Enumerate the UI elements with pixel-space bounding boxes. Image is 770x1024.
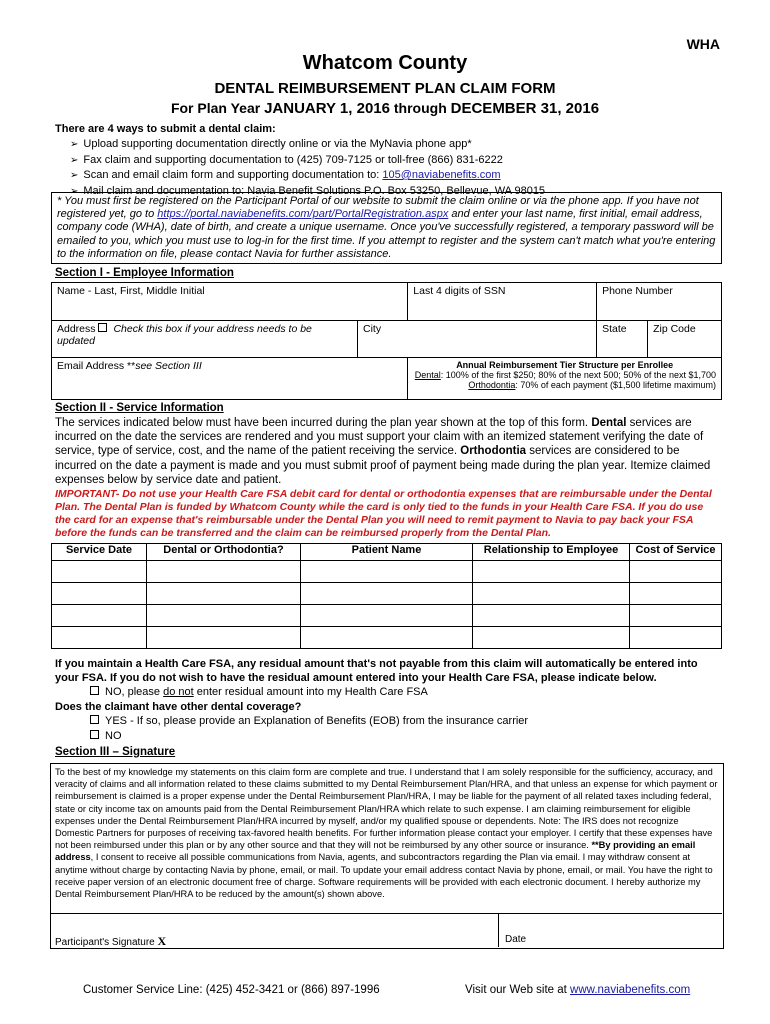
submit-heading: There are 4 ways to submit a dental claim: (55, 123, 276, 135)
zip-field[interactable]: Zip Code (648, 321, 722, 358)
certification-text: To the best of my knowledge my statements on this claim form are complete and true. I understand that I am solely responsible for the sufficiency, accuracy, and veracity of claims and all information related to these claims submitted to my Dental Reimbursement Plan/HRA, and that unless an expense for which payment or reimbursement is claimed is a proper expense under the Dental Reimbursement Plan/HRA, I may be liable for the payment of all related taxes including federal, state or city income tax on amounts paid from the Dental Reimbursement Plan/HRA which relate to such expense. I am claiming reimbursement for eligible expenses under the Dental Reimbursement Plan/HRA incurred by myself, and/or my qualified spouse or dependents. Note: The IRS does not recognize Domestic Partners for purposes of receiving tax-favored health benefits. For further information please contact your employer. I certify that these expenses have not been reimbursed under this plan or by any other source and that they will not be reimbursed by any other source or insurance. **By providing an email address, I consent to receive all possible communications from Navia, agents, and subcontractors regarding the Plan via email. I may withdraw consent at anytime without charge by contacting Navia by phone, email, or mail. To update your email address contact Navia by phone, email, or mail. You have the right to receive paper version of an electronic document free of charge. Software requirements will be provided with each electronic document. I hereby authorize my Dental Reimbursement Plan/HRA to be reduced by the amount(s) shown above. (55, 767, 718, 900)
company-code: WHA (686, 36, 720, 52)
portal-registration-link[interactable]: https://portal.naviabenefits.com/part/PortalRegistration.aspx (157, 208, 449, 221)
submit-way-upload: ➢ Upload supporting documentation directly online or via the MyNavia phone app* (70, 137, 545, 153)
section1-heading: Section I - Employee Information (55, 267, 234, 279)
fsa-no-option: NO, please do not enter residual amount into my Health Care FSA (90, 686, 428, 698)
submit-way-mail: ➢ Mail claim and documentation to: Navia Benefit Solutions P.O. Box 53250, Bellevue, WA 98015 (70, 184, 545, 200)
table-row (52, 605, 722, 627)
state-field[interactable]: State (597, 321, 648, 358)
coverage-no-checkbox[interactable] (90, 730, 99, 739)
col-service-date: Service Date (52, 544, 147, 561)
plan-year: For Plan Year JANUARY 1, 2016 through DECEMBER 31, 2016 (170, 100, 600, 117)
cost-cell[interactable] (630, 561, 722, 583)
phone-field[interactable]: Phone Number (597, 283, 722, 321)
website-line: Visit our Web site at www.naviabenefits.com (465, 984, 691, 996)
email-link[interactable]: 105@naviabenefits.com (382, 169, 501, 181)
cost-cell[interactable] (630, 627, 722, 649)
tier-orthodontia: Orthodontia: 70% of each payment ($1,500 lifetime maximum) (468, 380, 716, 390)
website-link[interactable]: www.naviabenefits.com (570, 984, 691, 996)
submit-ways-list (70, 137, 545, 199)
relationship-cell[interactable] (473, 561, 630, 583)
service-date-cell[interactable] (52, 605, 147, 627)
col-dental-or-ortho: Dental or Orthodontia? (147, 544, 301, 561)
employee-info-table (51, 282, 722, 400)
coverage-yes-option: YES - If so, please provide an Explanation of Benefits (EOB) from the insurance carrier (90, 715, 528, 727)
fsa-card-warning: IMPORTANT- Do not use your Health Care FSA debit card for dental or orthodontia expenses that are reimbursable under the Dental Plan. The Dental Plan is funded by Whatcom County while the card is only tied to the funds in your Health Care FSA. If you do use the card for an expense that's reimbursable under the Dental Plan you will need to remit payment to Navia to pay back your FSA before the funds can be transferred and the claim can be reimbursed properly from the Dental Plan. (55, 488, 712, 539)
date-divider (498, 913, 499, 947)
tier-dental: Dental: 100% of the first $250; 80% of the next 500; 50% of the next $1,700 (414, 370, 716, 380)
patient-name-cell[interactable] (301, 627, 473, 649)
relationship-cell[interactable] (473, 627, 630, 649)
signature-field[interactable]: Participant's Signature X (55, 934, 167, 948)
section3-heading: Section III – Signature (55, 746, 176, 758)
registration-notice: * You must first be registered on the Participant Portal of our website to submit the claim online or via the phone app. If you have not registered yet, go to https://portal.naviabenefits.com/part/PortalRegistration.aspx and enter your last name, first initial, email address, company code (WHA), date of birth, and create a unique username. Once you've successfully registered, a temporary password will be emailed to you, which you must use to log-in for the first time. If you attempt to register and the system can't match what you're entering to the information on file, please contact Navia for further assistance. (51, 192, 722, 264)
signature-x-mark: X (157, 934, 167, 948)
submit-way-email: ➢ Scan and email claim form and supporting documentation to: 105@naviabenefits.com (70, 168, 545, 184)
name-field[interactable]: Name - Last, First, Middle Initial (52, 283, 408, 321)
col-relationship: Relationship to Employee (473, 544, 630, 561)
email-address-field[interactable]: Email Address **see Section III (52, 358, 408, 400)
date-field[interactable]: Date (505, 934, 527, 945)
service-date-cell[interactable] (52, 561, 147, 583)
patient-name-cell[interactable] (301, 605, 473, 627)
cost-cell[interactable] (630, 583, 722, 605)
patient-name-cell[interactable] (301, 583, 473, 605)
fsa-no-checkbox[interactable] (90, 686, 99, 695)
form-subtitle: DENTAL REIMBURSEMENT PLAN CLAIM FORM (214, 80, 556, 97)
service-table-header (52, 544, 722, 561)
signature-divider (50, 913, 722, 914)
ssn-field[interactable]: Last 4 digits of SSN (408, 283, 597, 321)
coverage-yes-checkbox[interactable] (90, 715, 99, 724)
dental-ortho-cell[interactable] (147, 583, 301, 605)
section2-heading: Section II - Service Information (55, 402, 224, 414)
cost-cell[interactable] (630, 605, 722, 627)
dental-ortho-cell[interactable] (147, 627, 301, 649)
service-date-cell[interactable] (52, 627, 147, 649)
table-row (52, 583, 722, 605)
relationship-cell[interactable] (473, 583, 630, 605)
customer-service-line: Customer Service Line: (425) 452-3421 or (866) 897-1996 (83, 984, 380, 996)
other-coverage-question: Does the claimant have other dental coverage? (55, 701, 302, 713)
col-cost: Cost of Service (630, 544, 722, 561)
fsa-residual-notice: If you maintain a Health Care FSA, any residual amount that's not payable from this claim will automatically be entered into your FSA. If you do not wish to have the residual amount entered into your Health Care FSA, please indicate below. (55, 658, 698, 684)
relationship-cell[interactable] (473, 605, 630, 627)
table-row (52, 627, 722, 649)
address-update-checkbox[interactable] (98, 323, 107, 332)
tier-structure: Annual Reimbursement Tier Structure per Enrollee Dental: 100% of the first $250; 80% of the next 500; 50% of the next $1,700 Orthodontia: 70% of each payment ($1,500 lifetime maximum) (408, 358, 722, 400)
service-instructions: The services indicated below must have been incurred during the plan year shown at the top of this form. Dental services are incurred on the date the services are rendered and you must support your claim with an itemized statement verifying the date of service, type of service, cost, and the name of the patient receiving the service. Orthodontia services are considered to be incurred on the date a payment is made and you must submit proof of payment being made during the plan year. Itemize claimed expenses below by service date and patient. (55, 417, 711, 486)
dental-ortho-cell[interactable] (147, 561, 301, 583)
patient-name-cell[interactable] (301, 561, 473, 583)
col-patient-name: Patient Name (301, 544, 473, 561)
city-field[interactable]: City (358, 321, 597, 358)
service-date-cell[interactable] (52, 583, 147, 605)
coverage-no-option: NO (90, 730, 122, 742)
dental-ortho-cell[interactable] (147, 605, 301, 627)
submit-way-fax: ➢ Fax claim and supporting documentation to (425) 709-7125 or toll-free (866) 831-6222 (70, 153, 545, 169)
address-field[interactable]: Address Check this box if your address needs to be updated (52, 321, 358, 358)
service-table (51, 543, 722, 649)
form-title: Whatcom County (302, 52, 468, 74)
table-row (52, 561, 722, 583)
